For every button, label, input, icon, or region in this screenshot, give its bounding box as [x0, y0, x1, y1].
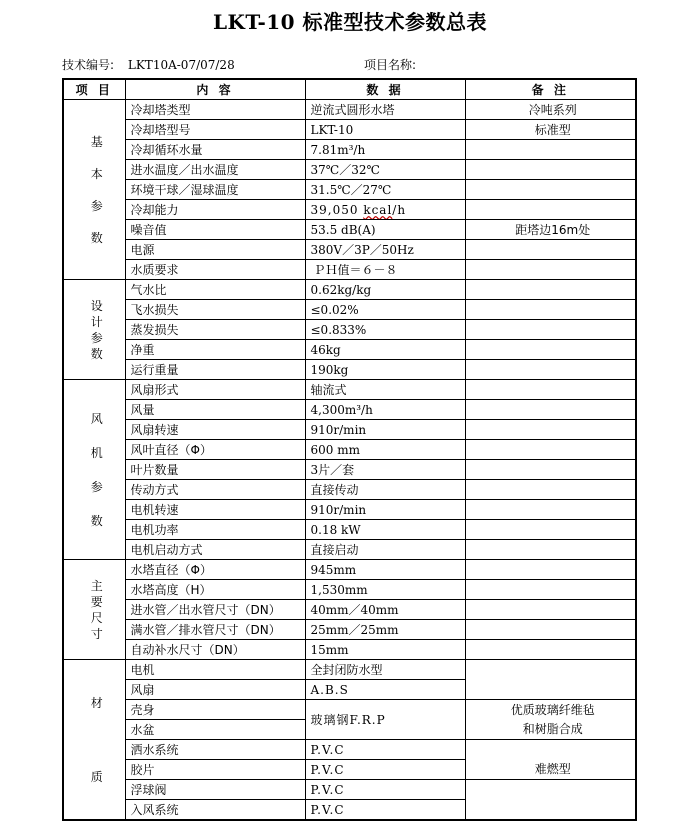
row-label: 净重: [125, 340, 305, 360]
row-label: 进水温度／出水温度: [125, 160, 305, 180]
table-row: [63, 340, 636, 360]
row-note: [465, 140, 636, 160]
header-item: 项 目: [63, 79, 125, 100]
tech-number-value: LKT10A-07/07/28: [127, 58, 235, 72]
row-label: 水盆: [125, 720, 305, 740]
row-value: 直接启动: [305, 540, 465, 560]
row-label: 风扇: [125, 680, 305, 700]
row-value: ≤0.833%: [305, 320, 465, 340]
header-row: [63, 79, 636, 100]
table-row: [63, 260, 636, 280]
row-label: 胶片: [125, 760, 305, 780]
row-value: 4,300m³/h: [305, 400, 465, 420]
row-label: 风量: [125, 400, 305, 420]
group-main-dimensions: 主 要 尺 寸: [63, 560, 125, 660]
row-value: 1,530mm: [305, 580, 465, 600]
table-row: [63, 440, 636, 460]
row-value: 轴流式: [305, 380, 465, 400]
project-name: [364, 56, 416, 73]
row-value: 46kg: [305, 340, 465, 360]
row-value: 逆流式圆形水塔: [305, 100, 465, 120]
row-value: 39,050 kcal/h: [305, 200, 465, 220]
row-label: 入风系统: [125, 800, 305, 821]
table-row: [63, 580, 636, 600]
row-value: 全封闭防水型: [305, 660, 465, 680]
row-value: P.V.C: [305, 800, 465, 821]
row-note: [465, 480, 636, 500]
row-label: 冷却塔型号: [125, 120, 305, 140]
row-label: 电机: [125, 660, 305, 680]
table-row: [63, 140, 636, 160]
table-row: [63, 380, 636, 400]
row-note: [465, 660, 636, 700]
row-value: 7.81m³/h: [305, 140, 465, 160]
table-row: [63, 640, 636, 660]
row-note: [465, 540, 636, 560]
group-basic-params: 基 本 参 数: [63, 100, 125, 280]
table-row: [63, 540, 636, 560]
row-label: 传动方式: [125, 480, 305, 500]
row-value: 25mm／25mm: [305, 620, 465, 640]
group-fan-params: 风 机 参 数: [63, 380, 125, 560]
row-value: 380V／3P／50Hz: [305, 240, 465, 260]
row-value: P.V.C: [305, 780, 465, 800]
table-row: [63, 120, 636, 140]
row-value: 15mm: [305, 640, 465, 660]
row-note: [465, 200, 636, 220]
table-row: [63, 280, 636, 300]
row-value: 3片／套: [305, 460, 465, 480]
row-value: 0.62kg/kg: [305, 280, 465, 300]
row-label: 自动补水尺寸（DN）: [125, 640, 305, 660]
table-row: [63, 100, 636, 120]
row-label: 电源: [125, 240, 305, 260]
row-value: ＰＨ值＝６－８: [305, 260, 465, 280]
spec-table: [62, 78, 637, 821]
row-note: 距塔边16m处: [465, 220, 636, 240]
row-label: 冷却能力: [125, 200, 305, 220]
row-label: 电机功率: [125, 520, 305, 540]
row-label: 环境干球／湿球温度: [125, 180, 305, 200]
row-note: [465, 180, 636, 200]
group-design-params: 设 计 参 数: [63, 280, 125, 380]
row-note: [465, 600, 636, 620]
table-row: [63, 180, 636, 200]
row-note: [465, 320, 636, 340]
page-title: LKT-10 标准型技术参数总表: [212, 10, 488, 34]
row-value: 直接传动: [305, 480, 465, 500]
row-value: 945mm: [305, 560, 465, 580]
group-material: 材 质: [63, 660, 125, 821]
header-note: 备 注: [465, 79, 636, 100]
row-note: [465, 520, 636, 540]
row-note: [465, 420, 636, 440]
row-label: 风叶直径（Φ）: [125, 440, 305, 460]
row-label: 叶片数量: [125, 460, 305, 480]
row-label: 冷却塔类型: [125, 100, 305, 120]
row-note: [465, 260, 636, 280]
row-label: 浮球阀: [125, 780, 305, 800]
row-note: [465, 460, 636, 480]
table-row: [63, 400, 636, 420]
row-value: P.V.C: [305, 760, 465, 780]
row-value: 37℃／32℃: [305, 160, 465, 180]
row-value: 0.18 kW: [305, 520, 465, 540]
row-note: [465, 640, 636, 660]
row-label: 满水管／排水管尺寸（DN）: [125, 620, 305, 640]
row-note: [465, 440, 636, 460]
table-row: [63, 660, 636, 680]
row-label: 水塔高度（H）: [125, 580, 305, 600]
row-label: 风扇形式: [125, 380, 305, 400]
table-row: [63, 500, 636, 520]
row-note: [465, 400, 636, 420]
spellcheck-underline: kcal: [363, 202, 393, 217]
row-label: 水质要求: [125, 260, 305, 280]
row-note: [465, 360, 636, 380]
row-note: [465, 240, 636, 260]
row-value: 玻璃钢F.R.P: [305, 700, 465, 740]
table-row: [63, 780, 636, 800]
row-note: [465, 380, 636, 400]
row-note: [465, 300, 636, 320]
row-label: 飞水损失: [125, 300, 305, 320]
row-label: 气水比: [125, 280, 305, 300]
table-row: [63, 420, 636, 440]
row-note: [465, 780, 636, 821]
row-value: ≤0.02%: [305, 300, 465, 320]
table-row: [63, 620, 636, 640]
row-note: [465, 560, 636, 580]
row-value: 53.5 dB(A): [305, 220, 465, 240]
table-row: [63, 520, 636, 540]
row-label: 噪音值: [125, 220, 305, 240]
row-label: 洒水系统: [125, 740, 305, 760]
table-row: [63, 740, 636, 760]
table-row: [63, 160, 636, 180]
row-value: 910r/min: [305, 500, 465, 520]
row-note: [465, 580, 636, 600]
table-row: [63, 700, 636, 720]
row-value: 910r/min: [305, 420, 465, 440]
row-value: LKT-10: [305, 120, 465, 140]
header-content: 内 容: [125, 79, 305, 100]
row-note: [465, 340, 636, 360]
row-note: [465, 500, 636, 520]
row-note: [465, 620, 636, 640]
row-label: 运行重量: [125, 360, 305, 380]
row-value: 40mm／40mm: [305, 600, 465, 620]
table-row: [63, 220, 636, 240]
row-value: 190kg: [305, 360, 465, 380]
table-row: [63, 560, 636, 580]
row-label: 蒸发损失: [125, 320, 305, 340]
row-label: 风扇转速: [125, 420, 305, 440]
row-value: A.B.S: [305, 680, 465, 700]
row-label: 水塔直径（Φ）: [125, 560, 305, 580]
table-row: [63, 600, 636, 620]
table-row: [63, 480, 636, 500]
row-note: 难燃型: [465, 740, 636, 780]
table-row: [63, 240, 636, 260]
row-value: P.V.C: [305, 740, 465, 760]
table-row: [63, 300, 636, 320]
project-name-label: 项目名称:: [364, 58, 417, 72]
header-data: 数 据: [305, 79, 465, 100]
row-label: 电机启动方式: [125, 540, 305, 560]
row-label: 冷却循环水量: [125, 140, 305, 160]
row-note: 冷吨系列: [465, 100, 636, 120]
table-row: [63, 360, 636, 380]
row-note: [465, 160, 636, 180]
row-value: 600 mm: [305, 440, 465, 460]
row-label: 壳身: [125, 700, 305, 720]
tech-number: [62, 56, 235, 73]
row-value: 31.5℃／27℃: [305, 180, 465, 200]
row-label: 进水管／出水管尺寸（DN）: [125, 600, 305, 620]
table-row: [63, 460, 636, 480]
tech-number-label: 技术编号:: [62, 58, 115, 72]
row-note: 优质玻璃纤维毡 和树脂合成: [465, 700, 636, 740]
row-note: [465, 280, 636, 300]
row-note: 标准型: [465, 120, 636, 140]
row-label: 电机转速: [125, 500, 305, 520]
table-row: [63, 320, 636, 340]
table-row: [63, 200, 636, 220]
